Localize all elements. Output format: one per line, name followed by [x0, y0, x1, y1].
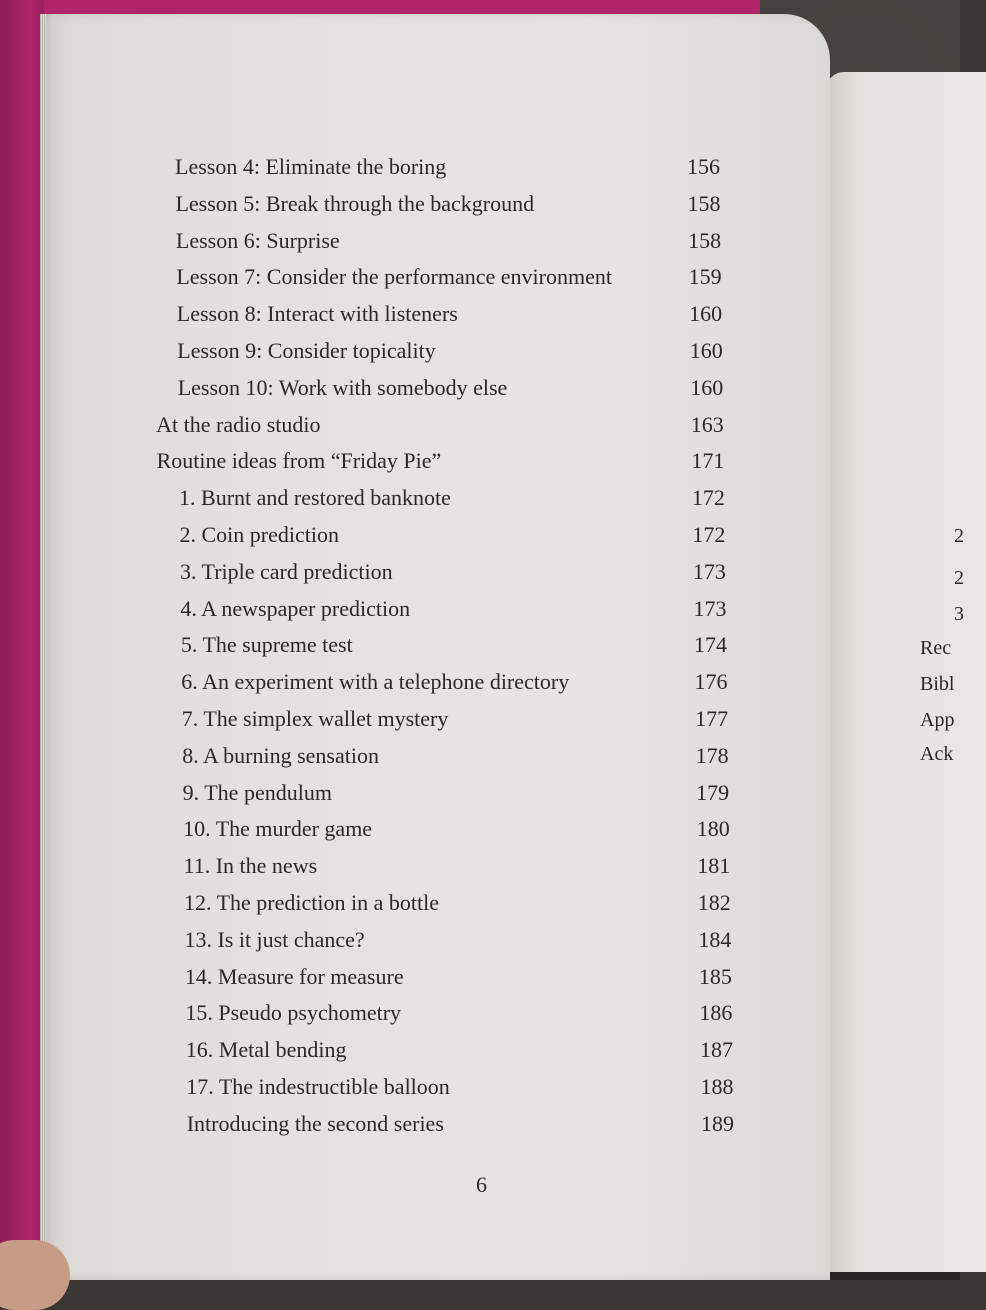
- table-of-contents: [40, 14, 830, 1280]
- toc-entry: [180, 520, 800, 550]
- toc-entry: [180, 594, 800, 624]
- page-folio: 6: [476, 1172, 487, 1197]
- facing-page-number: 3: [954, 603, 964, 625]
- toc-entry-title: 5. The supreme test: [180, 632, 353, 658]
- toc-entry: [176, 262, 796, 292]
- toc-entry-page-number: 160: [690, 374, 724, 400]
- toc-entry: [179, 483, 799, 513]
- toc-entry-title: Lesson 5: Break through the background: [175, 190, 535, 216]
- toc-entry: [183, 778, 803, 808]
- toc-entry: [180, 557, 800, 587]
- toc-entry: [181, 667, 801, 697]
- toc-entry-page-number: 188: [700, 1074, 734, 1099]
- toc-entry: [156, 410, 776, 440]
- toc-entry-title: 9. The pendulum: [182, 779, 332, 805]
- facing-page-number: 2: [954, 525, 964, 547]
- toc-entry-title: Lesson 9: Consider topicality: [177, 338, 436, 363]
- toc-entry: [185, 998, 805, 1028]
- toc-entry-page-number: 186: [699, 1000, 733, 1026]
- facing-page-entry: Bibl: [920, 673, 955, 695]
- toc-entry: [182, 704, 802, 734]
- toc-entry-title: 13. Is it just chance?: [184, 926, 365, 952]
- toc-entry-page-number: 160: [689, 338, 723, 363]
- toc-entry-page-number: 172: [692, 522, 726, 547]
- toc-entry-page-number: 185: [698, 963, 732, 989]
- toc-entry: [175, 152, 795, 182]
- toc-entry: [183, 814, 803, 844]
- toc-entry-title: 2. Coin prediction: [179, 522, 339, 547]
- toc-entry-page-number: 184: [698, 926, 732, 952]
- facing-page-entry: App: [920, 709, 955, 731]
- toc-entry: [184, 851, 804, 881]
- toc-entry: [184, 888, 804, 918]
- toc-entry-title: 11. In the news: [183, 853, 318, 879]
- toc-entry-title: 4. A newspaper prediction: [180, 595, 411, 621]
- toc-entry-page-number: 181: [697, 853, 731, 879]
- toc-entry-page-number: 173: [693, 595, 727, 621]
- toc-entry-title: At the radio studio: [156, 411, 321, 437]
- toc-entry-title: Lesson 8: Interact with listeners: [176, 301, 458, 327]
- toc-entry-title: 15. Pseudo psychometry: [185, 1000, 402, 1026]
- toc-entry: [175, 189, 795, 219]
- toc-entry-page-number: 179: [696, 779, 730, 805]
- toc-entry-title: 8. A burning sensation: [182, 742, 379, 768]
- toc-entry-page-number: 163: [690, 411, 724, 437]
- toc-entry-page-number: 174: [694, 632, 727, 658]
- toc-entry-page-number: 158: [687, 190, 721, 216]
- toc-entry-page-number: 171: [691, 448, 725, 474]
- toc-entry-page-number: 158: [688, 227, 722, 253]
- toc-entry: [178, 373, 798, 403]
- toc-entry-title: 14. Measure for measure: [184, 963, 404, 989]
- toc-entry: [187, 1109, 807, 1139]
- toc-entry-title: Lesson 4: Eliminate the boring: [175, 154, 447, 179]
- toc-entry-title: Introducing the second series: [186, 1110, 444, 1136]
- toc-entry-page-number: 172: [691, 485, 725, 511]
- toc-entry: [184, 925, 804, 955]
- toc-entry-title: Lesson 6: Surprise: [175, 227, 340, 253]
- toc-entry-page-number: 160: [689, 301, 723, 327]
- facing-page-entry: Ack: [920, 743, 954, 765]
- toc-entry-title: 6. An experiment with a telephone directory: [181, 669, 570, 695]
- toc-entry-page-number: 189: [701, 1110, 735, 1136]
- toc-entry: [177, 299, 797, 329]
- toc-entry-page-number: 177: [695, 706, 729, 731]
- toc-entry-title: Lesson 10: Work with somebody else: [177, 374, 508, 400]
- toc-entry-page-number: 187: [699, 1037, 733, 1063]
- facing-page: [826, 72, 986, 1272]
- toc-entry-page-number: 159: [688, 264, 722, 290]
- toc-entry: [182, 741, 802, 771]
- toc-entry-title: 17. The indestructible balloon: [186, 1074, 450, 1099]
- toc-entry: [177, 336, 797, 366]
- page-stack-edges: [40, 14, 46, 1280]
- toc-entry: [186, 1072, 806, 1102]
- toc-entry-page-number: 180: [696, 816, 730, 842]
- book-page: [40, 14, 830, 1280]
- facing-page-number: 2: [954, 567, 964, 589]
- toc-entry-title: 16. Metal bending: [185, 1037, 347, 1063]
- toc-entry-title: Routine ideas from “Friday Pie”: [156, 448, 442, 474]
- facing-page-entry: Rec: [920, 637, 952, 659]
- toc-entry: [157, 446, 777, 476]
- toc-entry: [176, 226, 796, 256]
- toc-entry-page-number: 178: [695, 742, 729, 768]
- thumb: [0, 1240, 70, 1310]
- book-cover-spine: [0, 0, 44, 1280]
- toc-entry-title: 3. Triple card prediction: [179, 558, 393, 584]
- toc-entry: [185, 962, 805, 992]
- toc-entry-title: 10. The murder game: [183, 816, 373, 842]
- toc-entry-title: Lesson 7: Consider the performance environment: [176, 264, 612, 290]
- toc-entry: [186, 1035, 806, 1065]
- toc-entry-title: 12. The prediction in a bottle: [184, 890, 439, 915]
- toc-entry-page-number: 173: [692, 558, 726, 584]
- toc-entry-title: 1. Burnt and restored banknote: [179, 485, 451, 511]
- toc-entry-title: 7. The simplex wallet mystery: [181, 706, 449, 731]
- toc-entry: [181, 630, 801, 660]
- toc-entry-page-number: 176: [694, 669, 728, 695]
- toc-entry-page-number: 182: [697, 890, 731, 915]
- toc-entry-page-number: 156: [687, 154, 720, 179]
